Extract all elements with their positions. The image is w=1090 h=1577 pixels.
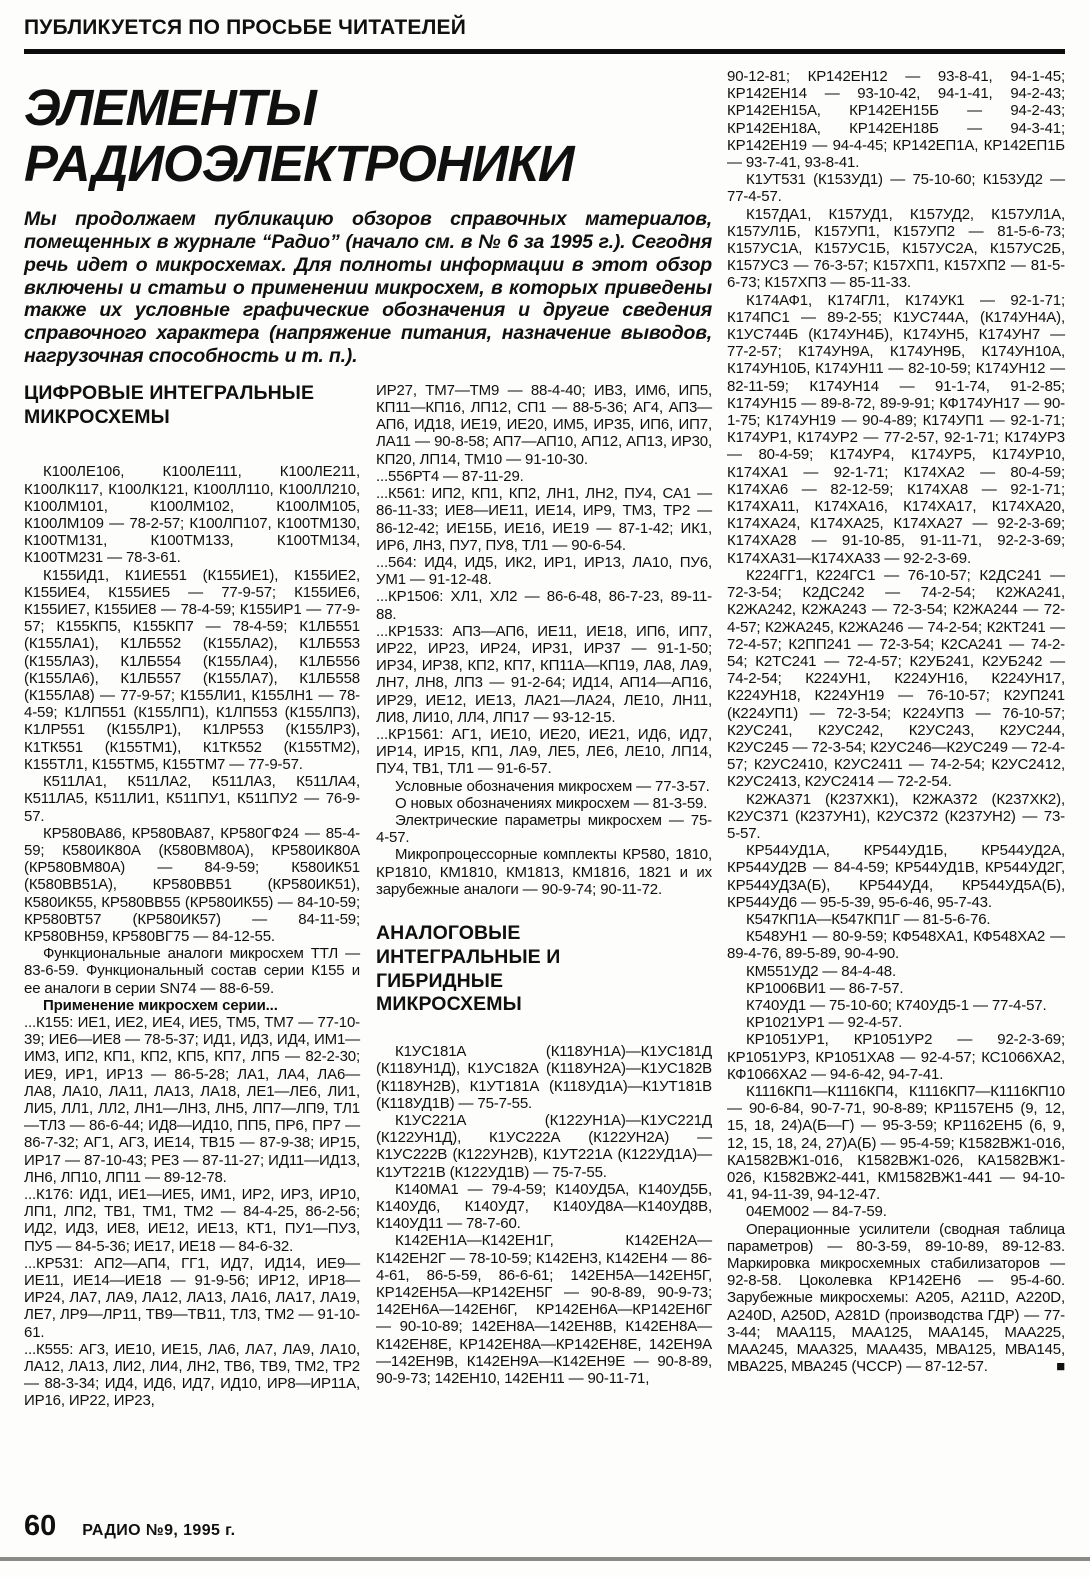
title-line-1: ЭЛЕМЕНТЫ — [24, 79, 316, 136]
section-heading-analog: АНАЛОГОВЫЕ ИНТЕГРАЛЬНЫЕ И ГИБРИДНЫЕ МИКРОСХЕМЫ — [376, 921, 561, 1016]
ref-paragraph: 90-12-81; КР142ЕН12 — 93-8-41, 94-1-45; КР142ЕН14 — 93-10-42, 94-1-41, 94-2-43; КР142ЕН15А, КР142ЕН15Б — 94-2-43; КР142ЕН18А, КР142ЕН18Б — 94-3-41; КР142ЕН19 — 94-4-45; КР142ЕП1А, КР142ЕП1Б — 93-7-41, 93-8-41. — [727, 68, 1065, 172]
ref-paragraph: К174АФ1, К174ГЛ1, К174УК1 — 92-1-71; К174ПС1 — 89-2-55; К1УС744А, (К174УН4А), К1УС744Б (К174УН4Б), К174УН5, К174УН7 — 77-2-57; К174УН9А, К174УН9Б, К174УН10А, К174УН10Б, К174УН11 — 82-10-59; К174УН12 — 82-11-59; К174УН14 — 91-1-74, 91-2-85; К174УН15 — 89-8-72, 89-9-91; КФ174УН17 — 90-1-75; К174УН19 — 90-4-89; К174УП1 — 92-1-71; К174УР1, К174УР2 — 77-2-57, 92-1-71; К174УР3 — 80-4-59; К174УР4, К174УР5, К174УР10, К174ХА1 — 92-1-71; К174ХА2 — 80-4-59; К174ХА6 — 82-12-59; К174ХА8 — 92-1-71; К174ХА11, К174ХА16, К174ХА17, К174ХА20, К174ХА24, К174ХА25, К174ХА27 — 92-2-3-69; К174ХА28 — 91-10-85, 91-11-71, 92-2-3-69; К174ХА31—К174ХА33 — 92-2-3-69. — [727, 291, 1065, 567]
ref-paragraph: КР1021УР1 — 92-4-57. — [746, 1014, 903, 1032]
ref-paragraph: ...564: ИД4, ИД5, ИК2, ИР1, ИР13, ЛА10, ПУ6, УМ1 — 91-12-48. — [376, 553, 712, 589]
ref-paragraph: К100ЛЕ106, К100ЛЕ111, К100ЛЕ211, К100ЛК117, К100ЛК121, К100ЛЛ110, К100ЛЛ210, К100ЛМ101, К100ЛМ102, К100ЛМ105, К100ЛМ109 — 78-2-57; К100ЛП107, К100ТМ130, К100ТМ131, К100ТМ133, К100ТМ134, К100ТМ231 — 78-3-61. — [24, 463, 360, 567]
ref-paragraph: К1116КП1—К1116КП4, К1116КП7—К1116КП10 — 90-6-84, 90-7-71, 90-8-89; КР1157ЕН5 (9, 12, 15, 18, 24)А(Б—Г) — 95-3-59; КР1162ЕН5 (6, 9, 12, 15, 18, 24, 27)А(Б) — 95-4-59; К1582ВЖ1-016, КА1582ВЖ1-016, К1582ВЖ1-026, КА1582ВЖ1-026, К1582ВЖ2-441, КМ1582ВЖ1-441 — 94-10-41, 94-11-39, 94-12-47. — [727, 1082, 1065, 1204]
ref-paragraph: О новых обозначениях микросхем — 81-3-59. — [395, 794, 708, 812]
ref-paragraph: ...К155: ИЕ1, ИЕ2, ИЕ4, ИЕ5, ТМ5, ТМ7 — 77-10-39; ИЕ6—ИЕ8 — 78-5-37; ИД1, ИД3, ИД4, ИМ1—ИМ3, ИП2, КП1, КП2, КП5, КП7, ЛП5 — 82-2-30; ИЕ9, ИР1, ИР13 — 86-5-28; ЛА1, ЛА4, ЛА6—ЛА8, ЛА10, ЛА11, ЛА13, ЛА18, ЛЕ1—ЛЕ6, ЛИ1, ЛИ5, ЛЛ1, ЛЛ2, ЛН1—ЛН3, ЛН5, ЛП7—ЛП9, ТЛ1—ТЛ3 — 86-6-44; ИД8—ИД10, ПП5, ПР6, ПР7 — 86-7-32; АГ1, АГ3, ИЕ14, ТВ15 — 87-9-38; ИР15, ИР17 — 87-10-43; РЕ3 — 87-11-27; ИД11—ИД13, ЛН6, ЛП10, ЛП11 — 89-12-78. — [24, 1013, 360, 1186]
ref-paragraph: КР544УД1А, КР544УД1Б, КР544УД2А, КР544УД2В — 84-4-59; КР544УД1В, КР544УД2Г, КР544УД3А(Б), КР544УД4, КР544УД5А(Б), КР544УД6 — 95-5-39, 95-6-46, 95-7-43. — [727, 842, 1065, 911]
text-columns — [24, 382, 712, 1410]
intro-paragraph: Мы продолжаем публикацию обзоров справочных материалов, помещенных в журнале “Радио” (начало см. в № 6 за 1995 г.). Сегодня речь идет о микросхемах. Для полноты информации в этот обзор включены и статьи о применении микросхем, в которых приведены также их условные графические обозначения и другие сведения справочного характера (напряжение питания, назначение выводов, нагрузочная способность и т. п.). — [24, 208, 712, 368]
ref-paragraph: Условные обозначения микросхем — 77-3-57. — [395, 777, 710, 795]
ref-paragraph: ...556РТ4 — 87-11-29. — [376, 467, 524, 485]
ref-paragraph: ...К176: ИД1, ИЕ1—ИЕ5, ИМ1, ИР2, ИР3, ИР10, ЛП1, ЛП2, ТВ1, ТМ1, ТМ2 — 84-4-25, 86-2-56; ИД2, ИД3, ИЕ8, ИЕ12, ИЕ13, КТ1, ПУ1—ПУ3, ПУ5 — 84-5-36; ИЕ17, ИЕ18 — 84-6-32. — [24, 1185, 360, 1255]
ref-paragraph: 04ЕМ002 — 84-7-59. — [746, 1203, 887, 1221]
section-heading-digital: ЦИФРОВЫЕ ИНТЕГРАЛЬНЫЕ МИКРОСХЕМЫ — [24, 381, 315, 428]
ref-paragraph: КР1051УР1, КР1051УР2 — 92-2-3-69; КР1051УР3, КР1051ХА8 — 92-4-57; КС1066ХА2, КФ1066ХА2 — 94-6-42, 94-7-41. — [727, 1031, 1065, 1083]
column-1 — [24, 382, 360, 1410]
ref-paragraph: ...КР531: АП2—АП4, ГГ1, ИД7, ИД14, ИЕ9—ИЕ11, ИЕ14—ИЕ18 — 91-9-56; ИР12, ИР18—ИР24, ЛА7, ЛА9, ЛА12, ЛА13, ЛА16, ЛА17, ЛА19, ЛЕ7, ЛР9—ЛР11, ТВ9—ТВ11, ТЛ3, ТМ2 — 91-10-61. — [24, 1254, 360, 1341]
ref-paragraph: К547КП1А—К547КП1Г — 81-5-6-76. — [746, 910, 991, 928]
ref-paragraph: Микропроцессорные комплекты КР580, 1810, КР1810, КМ1810, КМ1813, КМ1816, 1821 и их зарубежные аналоги — 90-9-74; 90-11-72. — [376, 846, 712, 898]
ref-paragraph: ...КР1506: ХЛ1, ХЛ2 — 86-6-48, 86-7-23, 89-11-88. — [376, 588, 712, 623]
ref-paragraph: К142ЕН1А—К142ЕН1Г, К142ЕН2А—К142ЕН2Г — 78-10-59; К142ЕН3, К142ЕН4 — 86-4-61, 86-5-59, 86-6-61; 142ЕН5А—142ЕН5Г, КР142ЕН5А—КР142ЕН5Г — 90-8-89, 90-9-73; 142ЕН6А—142ЕН6Г, КР142ЕН6А—КР142ЕН6Г — 90-10-89; 142ЕН8А—142ЕН8В, К142ЕН8А—К142ЕН8Е, КР142ЕН8А—КР142ЕН8Е, 142ЕН9А—142ЕН9В, К142ЕН9А—К142ЕН9Е — 90-8-89, 90-9-73; 142ЕН10, 142ЕН11 — 90-11-71, — [376, 1232, 712, 1387]
ref-paragraph: Электрические параметры микросхем — 75-4-57. — [376, 811, 712, 847]
ref-paragraph: К2ЖА371 (К237ХК1), К2ЖА372 (К237ХК2), К2УС371 (К237УН1), К2УС372 (К237УН2) — 73-5-57. — [727, 790, 1065, 842]
ref-paragraph: К548УН1 — 80-9-59; КФ548ХА1, КФ548ХА2 — 89-4-76, 89-5-89, 90-4-90. — [727, 928, 1065, 963]
ref-paragraph: К224ГГ1, К224ГС1 — 76-10-57; К2ДС241 — 72-3-54; К2ДС242 — 74-2-54; К2ЖА241, К2ЖА242, К2ЖА243 — 72-3-54; К2ЖА244 — 72-4-57; К2ЖА245, К2ЖА246 — 74-2-54; К2КТ241 — 72-4-57; К2ПП241 — 72-3-54; К2СА241 — 74-2-54; К2ТС241 — 72-4-57; К2УБ241, К2УБ242 — 74-2-54; К224УН1, К224УН16, К224УН17, К224УН18, К224УН19 — 76-10-57; К2УП241 (К224УП1) — 72-3-54; К224УП3 — 76-10-57; К2УС241, К2УС242, К2УС243, К2УС244, К2УС245 — 72-3-54; К2УС246—К2УС249 — 72-4-57; К2УС2410, К2УС2411 — 74-2-54; К2УС2412, К2УС2413, К2УС2414 — 72-2-54. — [727, 566, 1065, 791]
ref-paragraph: КМ551УД2 — 84-4-48. — [746, 962, 896, 980]
subsection-heading: Применение микросхем серии... — [43, 996, 278, 1014]
ref-paragraph: К1УС181А (К118УН1А)—К1УС181Д (К118УН1Д), К1УС182А (К118УН2А)—К1УС182В (К118УН2В), К1УТ181А (К118УД1А)—К1УТ181В (К118УД1В) — 75-7-55. — [376, 1043, 712, 1112]
ref-paragraph: К1УТ531 (К153УД1) — 75-10-60; К153УД2 — 77-4-57. — [727, 171, 1065, 206]
page-footer — [24, 1510, 235, 1543]
ref-paragraph — [727, 1221, 1065, 1376]
ref-paragraph: КР1006ВИ1 — 86-7-57. — [746, 979, 904, 997]
ref-paragraph-text: Операционные усилители (сводная таблица параметров) — 80-3-59, 89-10-89, 89-12-83. Маркировка микросхемных стабилизаторов — 92-8-58. Цоколевка КР142ЕН6 — 95-4-60. Зарубежные микросхемы: А205, А211D, А220D, А240D, А250D, А281D (производства ГДР) — 77-3-44; МАА115, МАА125, МАА145, МАА225, МАА245, МАА325, МАА435, МВА125, МВА145, МВА225, МВА245 (ЧССР) — 87-12-57. — [727, 1220, 1065, 1376]
page-body — [24, 54, 1065, 1410]
ref-paragraph: ИР27, ТМ7—ТМ9 — 88-4-40; ИВ3, ИМ6, ИП5, КП11—КП16, ЛП12, СП1 — 88-5-36; АГ4, АП3—АП6, ИД18, ИЕ19, ИЕ20, ИМ5, ИР35, ИП6, ИП7, ЛА11 — 90-8-58; АП7—АП10, АП12, АП13, ИР30, КП20, ЛП14, ТМ10 — 91-10-30. — [376, 381, 712, 468]
ref-paragraph: К1УС221А (К122УН1А)—К1УС221Д (К122УН1Д), К1УС222А (К122УН2А) — К1УС222В (К122УН2В), К1УТ221А (К122УД1А)—К1УТ221В (К122УД1В) — 75-7-55. — [376, 1111, 712, 1181]
bottom-rule — [0, 1557, 1090, 1561]
column-2 — [376, 382, 712, 1410]
ref-paragraph: К511ЛА1, К511ЛА2, К511ЛА3, К511ЛА4, К511ЛА5, К511ЛИ1, К511ПУ1, К511ПУ2 — 76-9-57. — [24, 773, 360, 825]
page-number: 60 — [24, 1510, 57, 1542]
issue-label: РАДИО №9, 1995 г. — [82, 1522, 236, 1539]
ref-paragraph: ...КР1533: АП3—АП6, ИЕ11, ИЕ18, ИП6, ИП7, ИР22, ИР23, ИР24, ИР31, ИР37 — 91-1-50; ИР34, ИР38, КП2, КП7, КП11А—КП19, ЛА8, ЛА9, ЛН7, ЛН8, ЛП3 — 91-2-64; ИД14, АП14—АП16, ИР29, ИЕ12, ИЕ13, ЛА21—ЛА24, ЛЕ10, ЛН11, ЛИ8, ЛИ10, ЛЛ4, ЛП17 — 93-12-15. — [376, 622, 712, 726]
left-area — [24, 54, 712, 1410]
ref-paragraph: КР580ВА86, КР580ВА87, КР580ГФ24 — 85-4-59; К580ИК80А (К580ВМ80А), КР580ИК80А (КР580ВМ80А) — 84-9-59; К580ИК51 (К580ВВ51А), КР580ВВ51 (КР580ИК51), К580ИК55, КР580ВВ55 (КР580ИК55) — 84-10-59; КР580ВТ57 (КР580ИК57) — 84-11-59; КР580ВН59, КР580ВГ75 — 84-12-55. — [24, 824, 360, 945]
kicker: ПУБЛИКУЕТСЯ ПО ПРОСЬБЕ ЧИТАТЕЛЕЙ — [24, 16, 467, 39]
title-line-2: РАДИОЭЛЕКТРОНИКИ — [24, 135, 574, 193]
ref-paragraph: ...К555: АГ3, ИЕ10, ИЕ15, ЛА6, ЛА7, ЛА9, ЛА10, ЛА12, ЛА13, ЛИ2, ЛИ4, ЛН2, ТВ6, ТВ9, ТМ2, ТР2 — 88-3-34; ИД4, ИД6, ИД7, ИД10, ИР8—ИР11А, ИР16, ИР22, ИР23, — [24, 1340, 360, 1410]
end-of-article-marker: ■ — [1056, 1358, 1065, 1376]
ref-paragraph: ...К561: ИП2, КП1, КП2, ЛН1, ЛН2, ПУ4, СА1 — 86-11-33; ИЕ8—ИЕ11, ИЕ14, ИР9, ТМ3, ТР2 — 86-12-42; ИЕ15Б, ИЕ16, ИЕ19 — 87-1-42; ИК1, ИР6, ЛН3, ПУ7, ПУ8, ТЛ1 — 90-6-54. — [376, 485, 712, 554]
ref-paragraph: К155ИД1, К1ИЕ551 (К155ИЕ1), К155ИЕ2, К155ИЕ4, К155ИЕ5 — 77-9-57; К155ИЕ6, К155ИЕ7, К155ИЕ8 — 78-4-59; К155ИР1 — 77-9-57; К155КП5, К155КП7 — 78-4-59; К1ЛБ551 (К155ЛА1), К1ЛБ552 (К155ЛА2), К1ЛБ553 (К155ЛА3), К1ЛБ554 (К155ЛА4), К1ЛБ556 (К155ЛА6), К1ЛБ557 (К155ЛА7), К1ЛБ558 (К155ЛА8) — 77-9-57; К155ЛИ1, К155ЛН1 — 78-4-59; К1ЛП551 (К155ЛП1), К1ЛП553 (К155ЛП3), К1ЛР551 (К155ЛР1), К1ЛР553 (К155ЛР3), К1ТК551 (К155ТМ1), К1ТК552 (К155ТМ2), К155ТЛ1, К155ТМ5, К155ТМ7 — 77-9-57. — [24, 566, 360, 773]
ref-paragraph: К140МА1 — 79-4-59; К140УД5А, К140УД5Б, К140УД6, К140УД7, К140УД8А—К140УД8В, К140УД11 — 78-7-60. — [376, 1180, 712, 1233]
ref-paragraph: ...КР1561: АГ1, ИЕ10, ИЕ20, ИЕ21, ИД6, ИД7, ИР14, ИР15, КП1, ЛА9, ЛЕ5, ЛЕ6, ЛЕ10, ЛП14, ПУ4, ТВ1, ТЛ1 — 91-6-57. — [376, 725, 712, 778]
column-3 — [727, 54, 1065, 1410]
article-title — [24, 80, 712, 192]
ref-paragraph: К740УД1 — 75-10-60; К740УД5-1 — 77-4-57. — [746, 996, 1047, 1014]
ref-paragraph: Функциональные аналоги микросхем ТТЛ — 83-6-59. Функциональный состав серии К155 и ее аналоги в серии SN74 — 88-6-59. — [24, 945, 360, 997]
ref-paragraph: К157ДА1, К157УД1, К157УД2, К157УЛ1А, К157УЛ1Б, К157УП1, К157УП2 — 81-5-6-73; К157УС1А, К157УС1Б, К157УС2А, К157УС2Б, К157УС3 — 76-3-57; К157ХП1, К157ХП2 — 81-5-6-73; К157ХП3 — 85-11-33. — [727, 205, 1065, 292]
